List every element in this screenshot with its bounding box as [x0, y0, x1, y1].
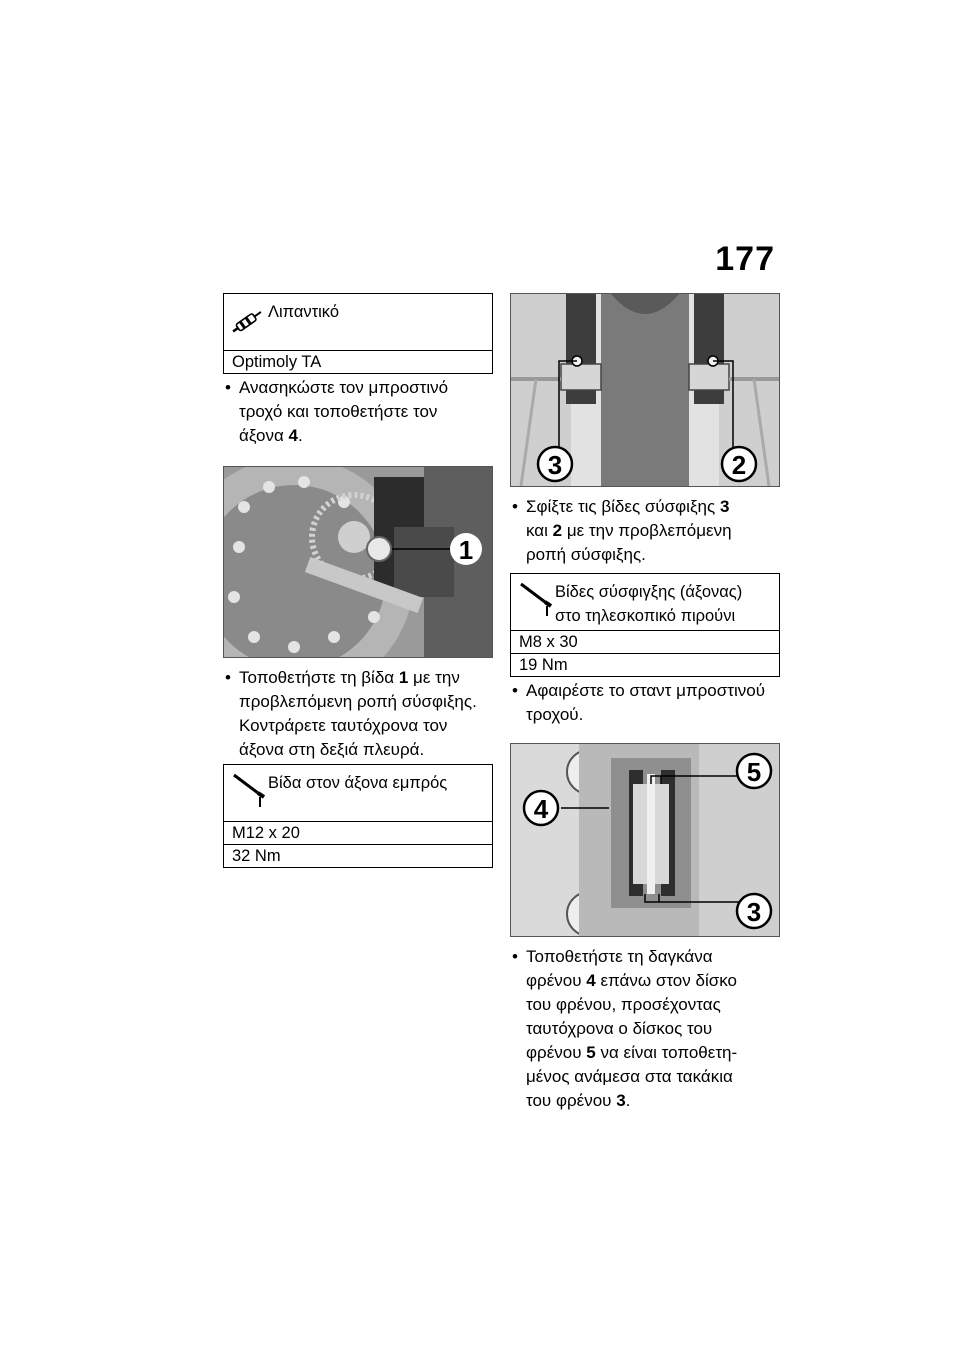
torque-title: Βίδα στον άξονα εμπρός — [268, 774, 448, 792]
figure-brake-caliper — [510, 743, 780, 937]
torque-wrench-icon — [230, 769, 268, 809]
step-install-caliper: • Τοποθετήστε τη δαγκάνα φρένου 4 επάνω στον δίσκο του φρένου, προσέχοντας ταυτόχρονα ο δίσκος του φρένου 5 να είναι τοποθετη- μένος ανάμεσα στα τακάκια του φρένου 3. — [510, 945, 780, 1113]
torque-box-axle — [223, 764, 493, 868]
step-remove-stand: • Αφαιρέστε το σταντ μπροστινού τροχού. — [510, 679, 780, 727]
figure3-callout-3: 3 — [746, 897, 762, 927]
torque-size: M12 x 20 — [224, 821, 492, 844]
figure-clamp-bolts — [510, 293, 780, 487]
torque-size: M8 x 30 — [511, 630, 779, 653]
page-number: 177 — [715, 240, 775, 278]
figure2-callout-2: 2 — [731, 450, 747, 480]
figure3-callout-4: 4 — [533, 794, 549, 824]
lubricant-value: Optimoly TA — [224, 350, 492, 373]
torque-title: Βίδες σύσφιγξης (άξονας) στο τηλεσκοπικό πιρούνι — [555, 583, 743, 625]
torque-box-clamp — [510, 573, 780, 677]
right-column — [510, 293, 780, 1113]
grease-gun-icon — [230, 298, 268, 338]
figure3-callout-5: 5 — [746, 757, 762, 787]
figure-axle-bolt — [223, 466, 493, 658]
step-raise-wheel: • Ανασηκώστε τον μπροστινό τροχό και τοποθετήστε τον άξονα 4. — [223, 376, 493, 448]
torque-value: 32 Nm — [224, 844, 492, 867]
step-tighten-clamp: • Σφίξτε τις βίδες σύσφιξης 3 και 2 με την προβλεπόμενη ροπή σύσφιξης. — [510, 495, 780, 567]
torque-value: 19 Nm — [511, 653, 779, 676]
figure1-callout: 1 — [458, 535, 474, 565]
figure2-callout-3: 3 — [547, 450, 563, 480]
lubricant-title: Λιπαντικό — [268, 303, 340, 321]
torque-wrench-icon — [517, 578, 555, 618]
left-column — [223, 293, 493, 868]
lubricant-box — [223, 293, 493, 374]
step-install-bolt: • Τοποθετήστε τη βίδα 1 με την προβλεπόμενη ροπή σύσφιξης. Κοντράρετε ταυτόχρονα τον άξονα στη δεξιά πλευρά. — [223, 666, 493, 762]
